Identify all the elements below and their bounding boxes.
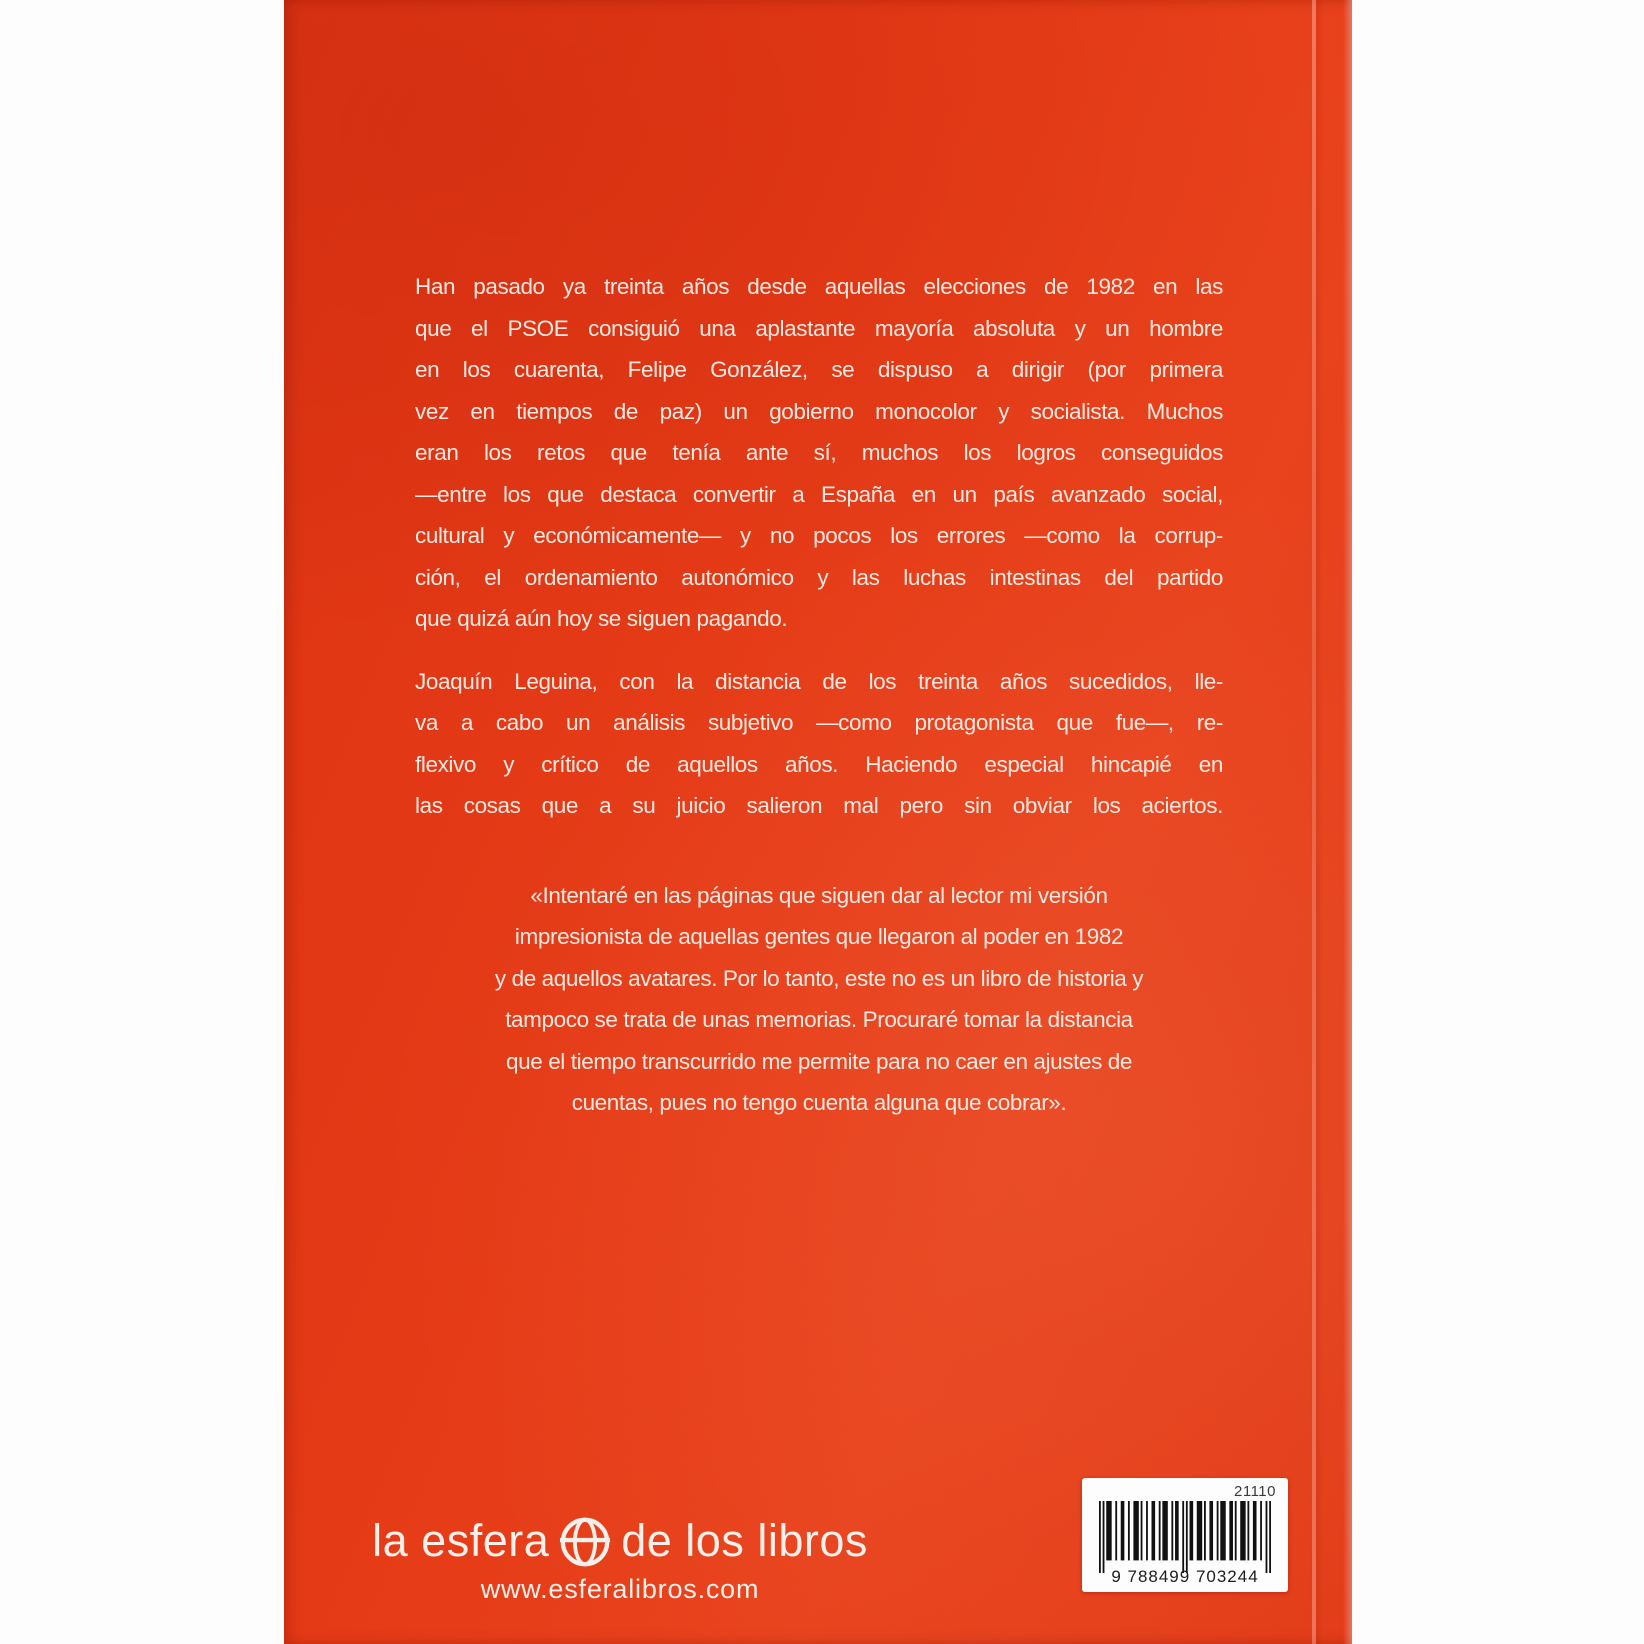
- body-line: vez en tiempos de paz) un gobierno monocolor y socialista. Muchos: [415, 398, 1223, 424]
- back-cover-text: [415, 266, 1223, 1145]
- quote-line: tampoco se trata de unas memorias. Procuraré tomar la distancia: [505, 1007, 1133, 1032]
- book-back-cover: [284, 0, 1352, 1644]
- quote-line: que el tiempo transcurrido me permite para no caer en ajustes de: [506, 1048, 1132, 1074]
- body-line: cultural y económicamente— y no pocos los errores —como la corrup-: [415, 523, 1223, 548]
- publisher-logo: [372, 1512, 868, 1570]
- paragraph-2: [415, 661, 1223, 827]
- cover-crease-line: [1312, 0, 1316, 1644]
- body-line: ción, el ordenamiento autonómico y las luchas intestinas del partido: [415, 564, 1223, 590]
- body-line: Joaquín Leguina, con la distancia de los treinta años sucedidos, lle-: [415, 668, 1223, 694]
- body-line: en los cuarenta, Felipe González, se dispuso a dirigir (por primera: [415, 357, 1223, 382]
- quote-line: y de aquellos avatares. Por lo tanto, este no es un libro de historia y: [494, 965, 1144, 991]
- quote-paragraph: [415, 875, 1223, 1124]
- cover-right-edge: [1343, 0, 1352, 1644]
- body-line: —entre los que destaca convertir a España en un país avanzado social,: [415, 481, 1223, 507]
- esfera-globe-e-icon: [559, 1516, 611, 1568]
- ean-barcode-icon: [1099, 1501, 1271, 1573]
- barcode-top-number: 21110: [1234, 1483, 1276, 1500]
- quote-line: impresionista de aquellas gentes que llegaron al poder en 1982: [514, 924, 1124, 949]
- quote-line: cuentas, pues no tengo cuenta alguna que cobrar».: [571, 1090, 1067, 1115]
- publisher-block: [372, 1512, 868, 1605]
- paragraph-1: [415, 266, 1223, 640]
- logo-text-de-los-libros: de los libros: [621, 1515, 868, 1566]
- barcode-digits: 9 788499 703244: [1111, 1567, 1259, 1586]
- body-line: Han pasado ya treinta años desde aquellas elecciones de 1982 en las: [415, 274, 1223, 299]
- body-line: eran los retos que tenía ante sí, muchos los logros conseguidos: [415, 440, 1223, 465]
- body-line: las cosas que a su juicio salieron mal pero sin obviar los aciertos.: [415, 793, 1223, 818]
- body-line: flexivo y crítico de aquellos años. Haciendo especial hincapié en: [415, 751, 1223, 777]
- quote-line: «Intentaré en las páginas que siguen dar al lector mi versión: [530, 882, 1108, 908]
- publisher-website: www.esferalibros.com: [480, 1574, 760, 1604]
- body-line: va a cabo un análisis subjetivo —como protagonista que fue—, re-: [415, 710, 1223, 735]
- barcode-label: [1082, 1478, 1288, 1592]
- logo-text-la-esfera: la esfera: [372, 1515, 550, 1566]
- body-line: que el PSOE consiguió una aplastante mayoría absoluta y un hombre: [415, 315, 1223, 341]
- body-line: que quizá aún hoy se siguen pagando.: [415, 606, 788, 631]
